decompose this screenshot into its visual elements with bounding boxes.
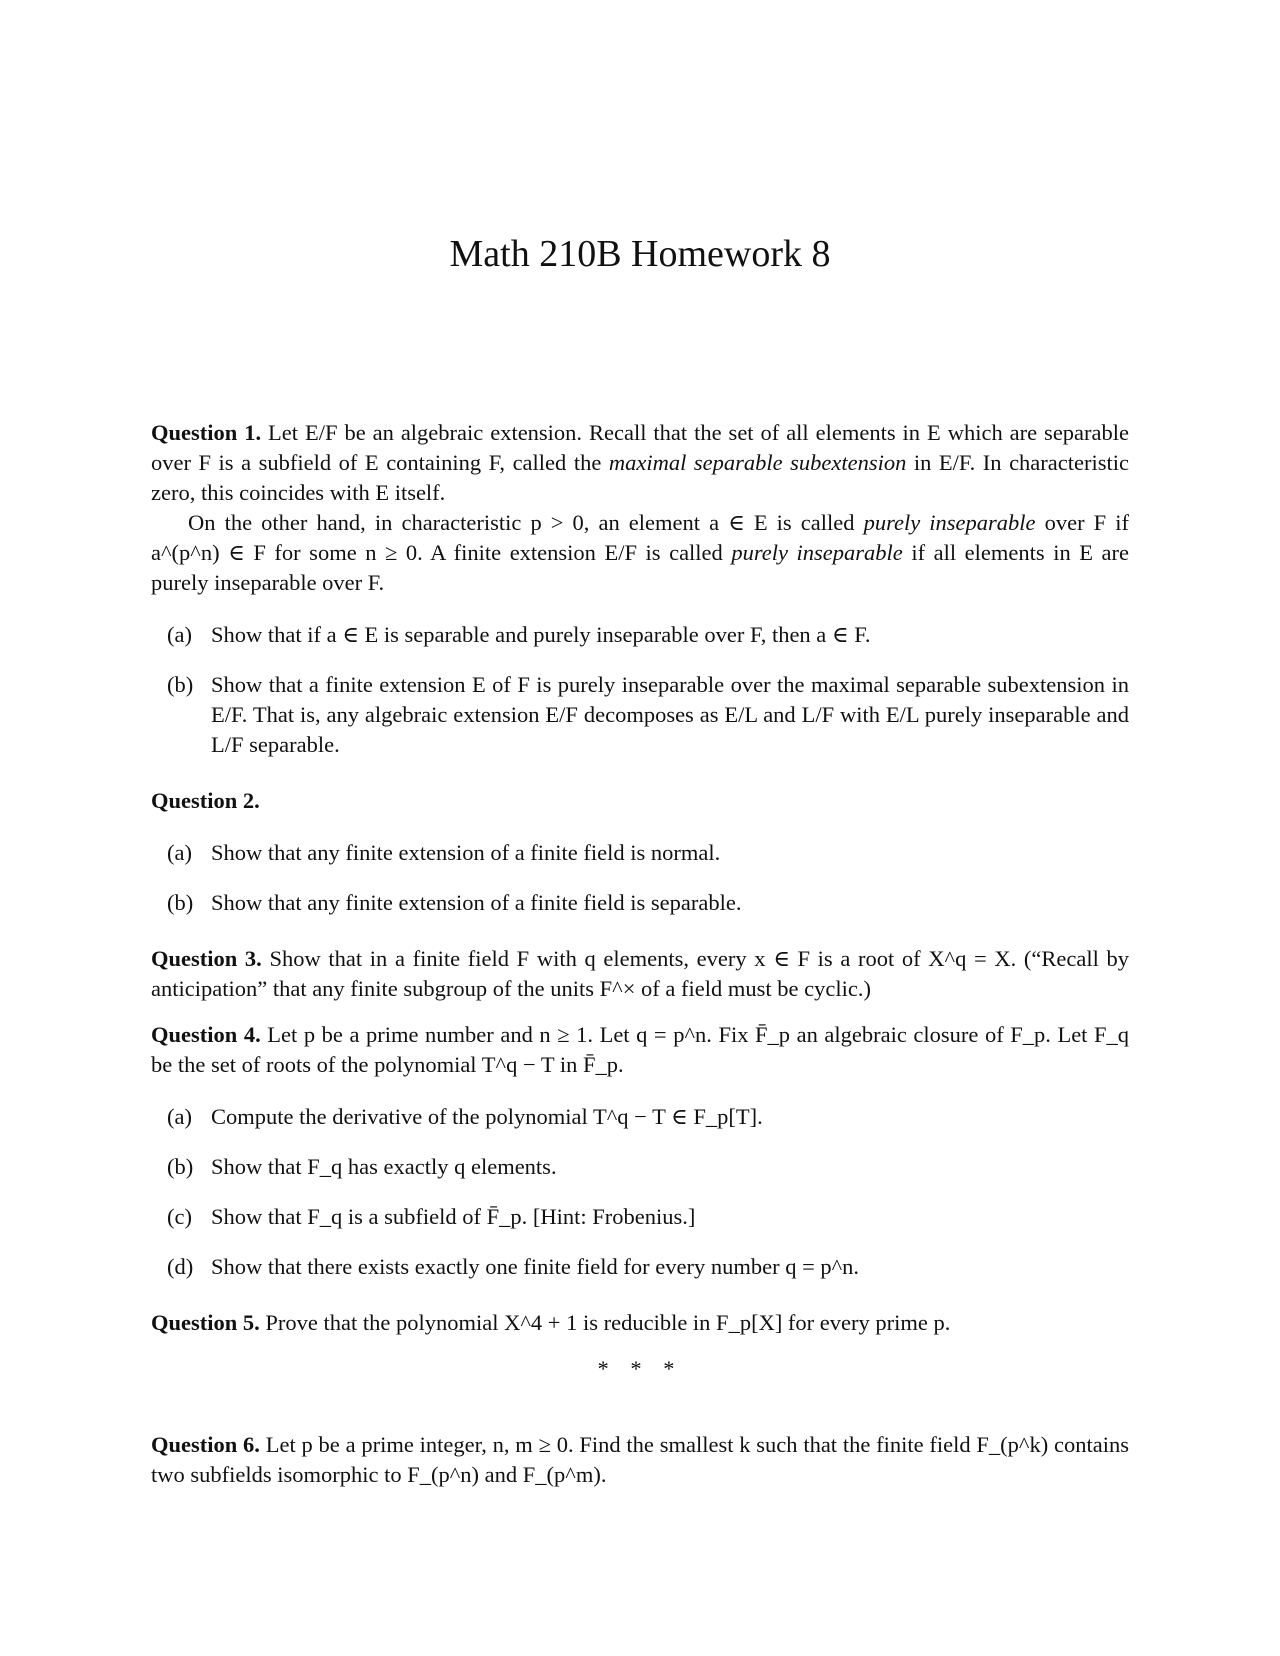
part-text: Show that any finite extension of a finite field is separable.	[211, 890, 742, 915]
question-5-paragraph	[151, 1308, 1129, 1338]
question-1-term-purely-inseparable-1: purely inseparable	[863, 510, 1036, 535]
part-text: Show that F_q is a subfield of F̄_p. [Hint: Frobenius.]	[211, 1204, 696, 1229]
question-4	[151, 1020, 1129, 1282]
question-1-label: Question 1.	[151, 420, 262, 445]
document-body	[151, 418, 1129, 1516]
question-6-label: Question 6.	[151, 1432, 260, 1457]
question-3-text: Show that in a finite field F with q elements, every x ∈ F is a root of X^q = X. (“Recall by anticipation” that any finite subgroup of the units F^× of a field must be cyclic.)	[151, 946, 1130, 1001]
question-2-heading	[151, 786, 1129, 816]
page-title: Math 210B Homework 8	[449, 233, 831, 275]
question-4-part-d	[167, 1252, 1129, 1282]
part-text: Show that any finite extension of a finite field is normal.	[211, 840, 721, 865]
question-4-part-c	[167, 1202, 1129, 1232]
section-separator: * * *	[597, 1356, 683, 1381]
part-label: (a)	[167, 1104, 192, 1129]
part-text: Show that F_q has exactly q elements.	[211, 1154, 557, 1179]
question-2-part-a	[167, 838, 1129, 868]
question-4-text: Let p be a prime number and n ≥ 1. Let q = p^n. Fix F̄_p an algebraic closure of F_p. Let F_q be the set of roots of the polynomial T^q − T in F̄_p.	[151, 1022, 1130, 1077]
question-1-text-1b: in E/F. In characteristic zero, this coincides with E itself.	[151, 450, 1129, 505]
question-2-label: Question 2.	[151, 788, 260, 813]
question-4-label: Question 4.	[151, 1022, 261, 1047]
question-1-text-2b: over F if a^(p^n) ∈ F for some n ≥ 0. A finite extension E/F is called	[151, 510, 1129, 565]
question-2-parts	[151, 838, 1129, 918]
question-1-text-1a: Let E/F be an algebraic extension. Recall that the set of all elements in E which are separable over F is a subfield of E containing F, called the	[151, 420, 1130, 475]
part-label: (c)	[167, 1204, 192, 1229]
question-1-paragraph-1	[151, 418, 1129, 508]
part-label: (d)	[167, 1254, 194, 1279]
part-label: (b)	[167, 1154, 194, 1179]
question-6-text: Let p be a prime integer, n, m ≥ 0. Find the smallest k such that the finite field F_(p^k) contains two subfields isomorphic to F_(p^n) and F_(p^m).	[151, 1432, 1130, 1487]
question-5	[151, 1308, 1129, 1338]
question-1-paragraph-2	[151, 508, 1129, 598]
part-label: (b)	[167, 672, 194, 697]
question-1-part-a	[167, 620, 1129, 650]
part-text: Show that there exists exactly one finite field for every number q = p^n.	[211, 1254, 860, 1279]
part-text: Show that a finite extension E of F is purely inseparable over the maximal separable subextension in E/F. That is, any algebraic extension E/F decomposes as E/L and L/F with E/L purely inseparable and L/F separable.	[211, 672, 1129, 757]
question-1-part-b	[167, 670, 1129, 760]
question-4-part-b	[167, 1152, 1129, 1182]
question-1-text-2a: On the other hand, in characteristic p > 0, an element a ∈ E is called	[188, 510, 864, 535]
question-3	[151, 944, 1129, 1004]
question-3-paragraph	[151, 944, 1129, 1004]
question-4-paragraph	[151, 1020, 1129, 1080]
question-5-text: Prove that the polynomial X^4 + 1 is reducible in F_p[X] for every prime p.	[265, 1310, 951, 1335]
part-text: Compute the derivative of the polynomial T^q − T ∈ F_p[T].	[211, 1104, 763, 1129]
question-1	[151, 418, 1129, 760]
part-label: (a)	[167, 622, 192, 647]
question-2	[151, 786, 1129, 918]
question-6	[151, 1430, 1129, 1490]
question-1-parts	[151, 620, 1129, 760]
part-text: Show that if a ∈ E is separable and purely inseparable over F, then a ∈ F.	[211, 622, 871, 647]
question-1-text-2c: if all elements in E are purely inseparable over F.	[151, 540, 1130, 595]
question-5-label: Question 5.	[151, 1310, 260, 1335]
part-label: (b)	[167, 890, 194, 915]
question-6-paragraph	[151, 1430, 1129, 1490]
question-2-part-b	[167, 888, 1129, 918]
question-3-label: Question 3.	[151, 946, 262, 971]
question-4-parts	[151, 1102, 1129, 1282]
question-1-term-purely-inseparable-2: purely inseparable	[731, 540, 903, 565]
question-4-part-a	[167, 1102, 1129, 1132]
question-1-term-maximal-separable: maximal separable subextension	[608, 450, 907, 475]
part-label: (a)	[167, 840, 192, 865]
